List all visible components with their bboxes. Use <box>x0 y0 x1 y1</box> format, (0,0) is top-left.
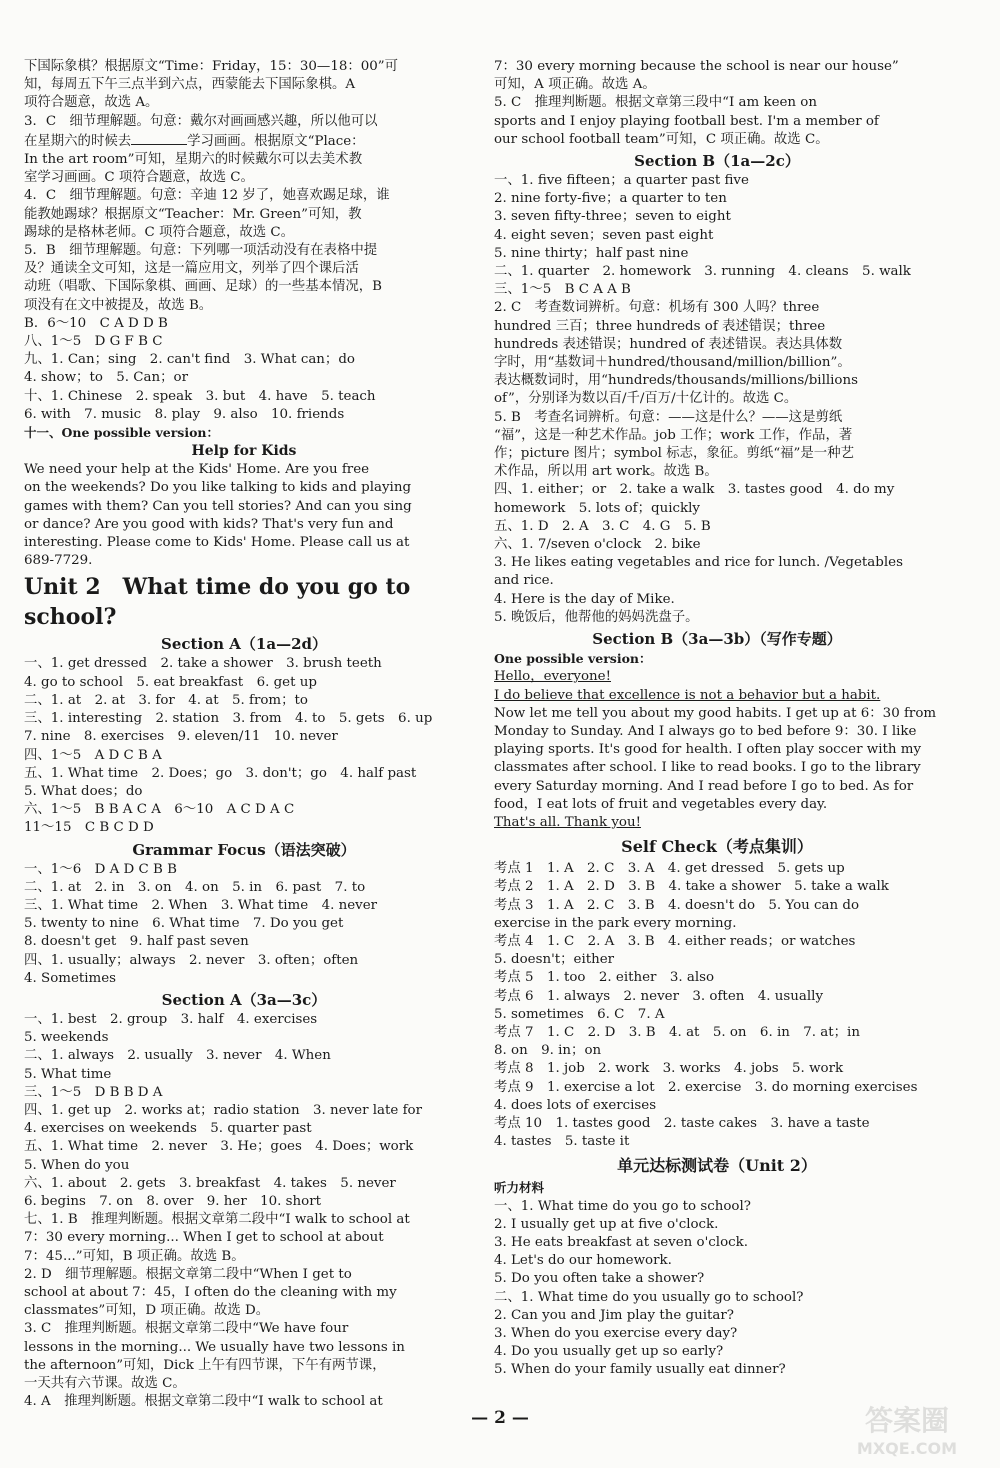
text-line: 5. Do you often take a shower? <box>494 1271 705 1287</box>
text-line: I do believe that excellence is not a behavior but a habit. <box>494 687 881 703</box>
text-line: 考点 2 1. A 2. D 3. B 4. take a shower 5. take a walk <box>494 879 889 895</box>
text-line: 一、1. What time do you go to school? <box>494 1198 751 1214</box>
text-line: 6. with 7. music 8. play 9. also 10. friends <box>24 406 345 422</box>
text-line: 7：30 every morning... When I get to school at about <box>24 1230 384 1246</box>
text-line: 4. Here is the day of Mike. <box>494 591 675 607</box>
text-line: 二、1. at 2. at 3. for 4. at 5. from；to <box>24 692 308 708</box>
text-line: 4. go to school 5. eat breakfast 6. get up <box>24 674 317 690</box>
text-line: 6. begins 7. on 8. over 9. her 10. short <box>24 1193 322 1209</box>
text-line: 考点 4 1. C 2. A 3. B 4. either reads；or watches <box>494 933 856 949</box>
text-line: 5. doesn't；either <box>494 952 615 968</box>
text-line: 5. When do your family usually eat dinner? <box>494 1362 786 1378</box>
text-line: 4. Do you usually get up so early? <box>494 1344 724 1360</box>
text-line: 4. eight seven；seven past eight <box>494 227 714 243</box>
text-line: 六、1～5 B B A C A 6～10 A C D A C <box>24 802 295 818</box>
section-heading: Section A（1a—2d） <box>161 635 327 654</box>
text-line: 3. seven fifty-three；seven to eight <box>494 209 731 225</box>
text-line: 689-7729. <box>24 553 93 569</box>
text-line: 考点 10 1. tastes good 2. taste cakes 3. have a taste <box>494 1115 870 1131</box>
text-line: 五、1. What time 2. Does；go 3. don't；go 4. half past <box>24 765 417 781</box>
text-line: 3．C 细节理解题。句意：戴尔对画画感兴趣，所以他可以 <box>24 113 378 129</box>
section-heading: Section A（3a—3c） <box>161 990 327 1009</box>
text-line: 五、1. What time 2. never 3. He；goes 4. Does；work <box>24 1139 414 1155</box>
text-line: 二、1. at 2. in 3. on 4. on 5. in 6. past 7. to <box>24 879 366 895</box>
section-heading: Section B（3a—3b）（写作专题） <box>592 630 842 649</box>
text-line: 三、1. interesting 2. station 3. from 4. to 5. gets 6. up <box>24 711 433 727</box>
text-line: and rice. <box>494 573 554 589</box>
text-line <box>24 131 464 151</box>
text-line: 及？通读全文可知，这是一篇应用文，列举了四个课后活 <box>24 261 359 277</box>
text-line: 踢球的是格林老师。C 项符合题意，故选 C。 <box>24 224 295 240</box>
text-line: or dance? Are you good with kids? That's very fun and <box>24 516 394 532</box>
text-line: 听力材料 <box>494 1180 545 1196</box>
text-line: interesting. Please come to Kids' Home. Please call us at <box>24 535 410 551</box>
text-line: 考点 1 1. A 2. C 3. A 4. get dressed 5. gets up <box>494 861 845 877</box>
text-line: 项没有在文中被提及，故选 B。 <box>24 297 213 313</box>
text-line: 下国际象棋？根据原文“Time：Friday，15：30—18：00”可 <box>24 59 399 74</box>
essay-title: Help for Kids <box>191 443 297 460</box>
text-line: 作；picture 图片；symbol 标志，象征。剪纸“福”是一种艺 <box>494 446 854 462</box>
text-span: 学习画画。根据原文“Place： <box>187 133 365 149</box>
text-line: playing sports. It's good for health. I often play soccer with my <box>494 742 922 758</box>
text-line: 四、1. usually；always 2. never 3. often；often <box>24 952 359 968</box>
text-line: 室学习画画。C 项符合题意，故选 C。 <box>24 170 254 186</box>
text-line: 考点 8 1. job 2. work 3. works 4. jobs 5. work <box>494 1061 844 1077</box>
text-line: 四、1. either；or 2. take a walk 3. tastes good 4. do my <box>494 482 895 498</box>
text-line: 二、1. always 2. usually 3. never 4. When <box>24 1048 331 1064</box>
text-line: every Saturday morning. And I read before I go to bed. As for <box>494 778 914 794</box>
text-line: 九、1. Can；sing 2. can't find 3. What can；do <box>24 352 355 368</box>
text-line: sports and I enjoy playing football best. I'm a member of <box>494 113 879 129</box>
section-heading: Self Check（考点集训） <box>621 837 813 857</box>
text-line: on the weekends? Do you like talking to kids and playing <box>24 480 412 496</box>
text-line: classmates”可知，D 项正确。故选 D。 <box>24 1303 270 1319</box>
text-line: 二、1. quarter 2. homework 3. running 4. cleans 5. walk <box>494 264 911 280</box>
text-line: 5. nine thirty；half past nine <box>494 245 689 261</box>
text-line: 5. When do you <box>24 1157 130 1173</box>
text-line: 一、1. best 2. group 3. half 4. exercises <box>24 1011 318 1027</box>
text-line: 字时，用“基数词＋hundred/thousand/million/billion”。 <box>494 355 851 371</box>
text-line: In the art room”可知，星期六的时候戴尔可以去美术教 <box>24 152 363 168</box>
page-number: — 2 — <box>471 1408 529 1428</box>
text-line: Now let me tell you about my good habits. I get up at 6：30 from <box>494 705 937 721</box>
text-line: 7. nine 8. exercises 9. eleven/11 10. never <box>24 729 338 745</box>
text-line: 四、1. get up 2. works at；radio station 3. never late for <box>24 1102 422 1118</box>
text-line: 4. exercises on weekends 5. quarter past <box>24 1121 312 1137</box>
text-line: 2. Can you and Jim play the guitar? <box>494 1307 734 1323</box>
text-line: Hello，everyone! <box>494 669 611 685</box>
text-line: 4. tastes 5. taste it <box>494 1134 630 1150</box>
section-heading: Section B（1a—2c） <box>634 152 800 171</box>
text-line: hundred 三百；three hundreds of 表述错误；three <box>494 318 826 334</box>
text-line: 动班（唱歌、下国际象棋、画画、足球）的一些基本情况，B <box>24 279 382 295</box>
text-line: 六、1. 7/seven o'clock 2. bike <box>494 537 701 553</box>
text-line: school at about 7：45，I often do the cleaning with my <box>24 1284 397 1300</box>
text-line: 4. Sometimes <box>24 970 117 986</box>
text-line: 3. He eats breakfast at seven o'clock. <box>494 1234 748 1250</box>
text-line: 3. When do you exercise every day? <box>494 1326 738 1341</box>
answer-blank <box>131 131 187 145</box>
text-line: the afternoon”可知，Dick 上午有四节课，下午有两节课， <box>24 1357 386 1373</box>
text-line: 2. C 考查数词辨析。句意：机场有 300 人吗？three <box>494 300 820 316</box>
text-line: “福”，这是一种艺术作品。job 工作；work 工作，作品，著 <box>494 427 853 443</box>
text-line: 4．C 细节理解题。句意：辛迪 12 岁了，她喜欢踢足球，谁 <box>24 188 390 204</box>
watermark-line2: MXQE.COM <box>856 1439 958 1458</box>
text-line: 八、1～5 D G F B C <box>24 334 163 350</box>
text-line: 二、1. What time do you usually go to school? <box>494 1289 804 1305</box>
text-line: One possible version： <box>494 651 652 667</box>
text-line: 5. What time <box>24 1066 112 1082</box>
text-line: 5. twenty to nine 6. What time 7. Do you get <box>24 916 344 932</box>
text-line: 三、1～5 B C A A B <box>494 282 631 298</box>
text-line: exercise in the park every morning. <box>494 915 737 931</box>
text-line: 4. does lots of exercises <box>494 1097 657 1113</box>
text-line: 十一、One possible version： <box>24 425 219 441</box>
text-line: 可知，A 项正确。故选 A。 <box>494 77 656 93</box>
text-line: 能教她踢球？根据原文“Teacher：Mr. Green”可知，教 <box>24 206 362 222</box>
text-line: lessons in the morning... We usually have two lessons in <box>24 1339 405 1355</box>
text-line: 四、1～5 A D C B A <box>24 747 162 763</box>
text-span: 在星期六的时候去 <box>24 133 132 149</box>
text-line: 考点 6 1. always 2. never 3. often 4. usually <box>494 988 824 1004</box>
text-line: Monday to Sunday. And I always go to bed before 9：30. I like <box>494 723 917 739</box>
text-line: That's all. Thank you! <box>494 814 641 830</box>
text-line: 2. I usually get up at five o'clock. <box>494 1216 719 1232</box>
text-line: 三、1. What time 2. When 3. What time 4. never <box>24 897 378 913</box>
text-line: 一、1. get dressed 2. take a shower 3. brush teeth <box>24 656 382 672</box>
unit-title: Unit 2 What time do you go to school? <box>24 574 411 631</box>
text-line: 8. doesn't get 9. half past seven <box>24 934 249 950</box>
text-line: 5. weekends <box>24 1030 109 1046</box>
text-line: 5. C 推理判断题。根据文章第三段中“I am keen on <box>494 95 817 111</box>
text-line: homework 5. lots of；quickly <box>494 500 700 516</box>
text-line: 5. What does；do <box>24 783 143 799</box>
text-line: 8. on 9. in；on <box>494 1043 602 1059</box>
left-column <box>24 58 464 1411</box>
text-line: 5．B 细节理解题。句意：下列哪一项活动没有在表格中提 <box>24 243 378 259</box>
text-line: 3. C 推理判断题。根据文章第二段中“We have four <box>24 1321 349 1337</box>
text-line: hundreds 表述错误；hundred of 表述错误。表达具体数 <box>494 336 843 352</box>
text-line: 4. Let's do our homework. <box>494 1253 672 1269</box>
text-line: 七、1. B 推理判断题。根据文章第二段中“I walk to school at <box>24 1212 410 1228</box>
text-line: 2. nine forty-five；a quarter to ten <box>494 191 727 207</box>
text-line: 一天共有六节课。故选 C。 <box>24 1376 186 1391</box>
text-line: 考点 9 1. exercise a lot 2. exercise 3. do morning exercises <box>494 1079 918 1095</box>
text-line: classmates after school. I like to read books. I go to the library <box>494 760 921 776</box>
text-line: 术作品，所以用 art work。故选 B。 <box>494 464 718 480</box>
text-line: 考点 5 1. too 2. either 3. also <box>494 970 715 986</box>
section-heading: 单元达标测试卷（Unit 2） <box>617 1156 817 1176</box>
text-line: 三、1～5 D B B D A <box>24 1084 163 1100</box>
text-line: We need your help at the Kids' Home. Are you free <box>24 462 370 478</box>
text-line: 项符合题意，故选 A。 <box>24 95 159 111</box>
watermark-logo <box>832 1396 982 1462</box>
text-line: 5. 晚饭后，他帮他的妈妈洗盘子。 <box>494 609 699 625</box>
text-line: 3. He likes eating vegetables and rice for lunch. /Vegetables <box>494 555 903 571</box>
text-line: our school football team”可知，C 项正确。故选 C。 <box>494 131 829 147</box>
text-line: 一、1～6 D A D C B B <box>24 861 177 877</box>
text-line: 考点 7 1. C 2. D 3. B 4. at 5. on 6. in 7. at；in <box>494 1024 860 1040</box>
text-line: 7：45...”可知，B 项正确。故选 B。 <box>24 1248 245 1264</box>
text-line: 表达概数词时，用“hundreds/thousands/millions/billions <box>494 373 858 389</box>
text-line: 考点 3 1. A 2. C 3. B 4. doesn't do 5. You can do <box>494 897 860 913</box>
text-line: of”，分别译为数以百/千/百万/十亿计的。故选 C。 <box>494 391 798 407</box>
text-line: 十、1. Chinese 2. speak 3. but 4. have 5. teach <box>24 388 376 404</box>
text-line: 知，每周五下午三点半到六点，西蒙能去下国际象棋。A <box>24 77 356 93</box>
text-line: 2. D 细节理解题。根据文章第二段中“When I get to <box>24 1266 352 1282</box>
watermark-line1: 答案圈 <box>864 1404 950 1437</box>
text-line: 六、1. about 2. gets 3. breakfast 4. takes 5. never <box>24 1175 396 1191</box>
text-line: 4. A 推理判断题。根据文章第二段中“I walk to school at <box>24 1394 383 1410</box>
text-line: 7：30 every morning because the school is near our house” <box>494 59 899 74</box>
text-line: 一、1. five fifteen；a quarter past five <box>494 173 749 189</box>
text-line: food，I eat lots of fruit and vegetables every day. <box>494 796 828 812</box>
text-line: B．6～10 C A D D B <box>24 315 168 331</box>
text-line: 五、1. D 2. A 3. C 4. G 5. B <box>494 518 711 534</box>
text-line: 5. sometimes 6. C 7. A <box>494 1006 665 1022</box>
text-line: 4. show；to 5. Can；or <box>24 370 189 386</box>
text-line: 11～15 C B C D D <box>24 820 154 836</box>
text-line: games with them? Can you tell stories? And can you sing <box>24 498 412 514</box>
right-column <box>494 58 940 1380</box>
text-line: 5. B 考查名词辨析。句意：——这是什么？——这是剪纸 <box>494 409 843 425</box>
section-heading: Grammar Focus（语法突破） <box>132 840 356 859</box>
